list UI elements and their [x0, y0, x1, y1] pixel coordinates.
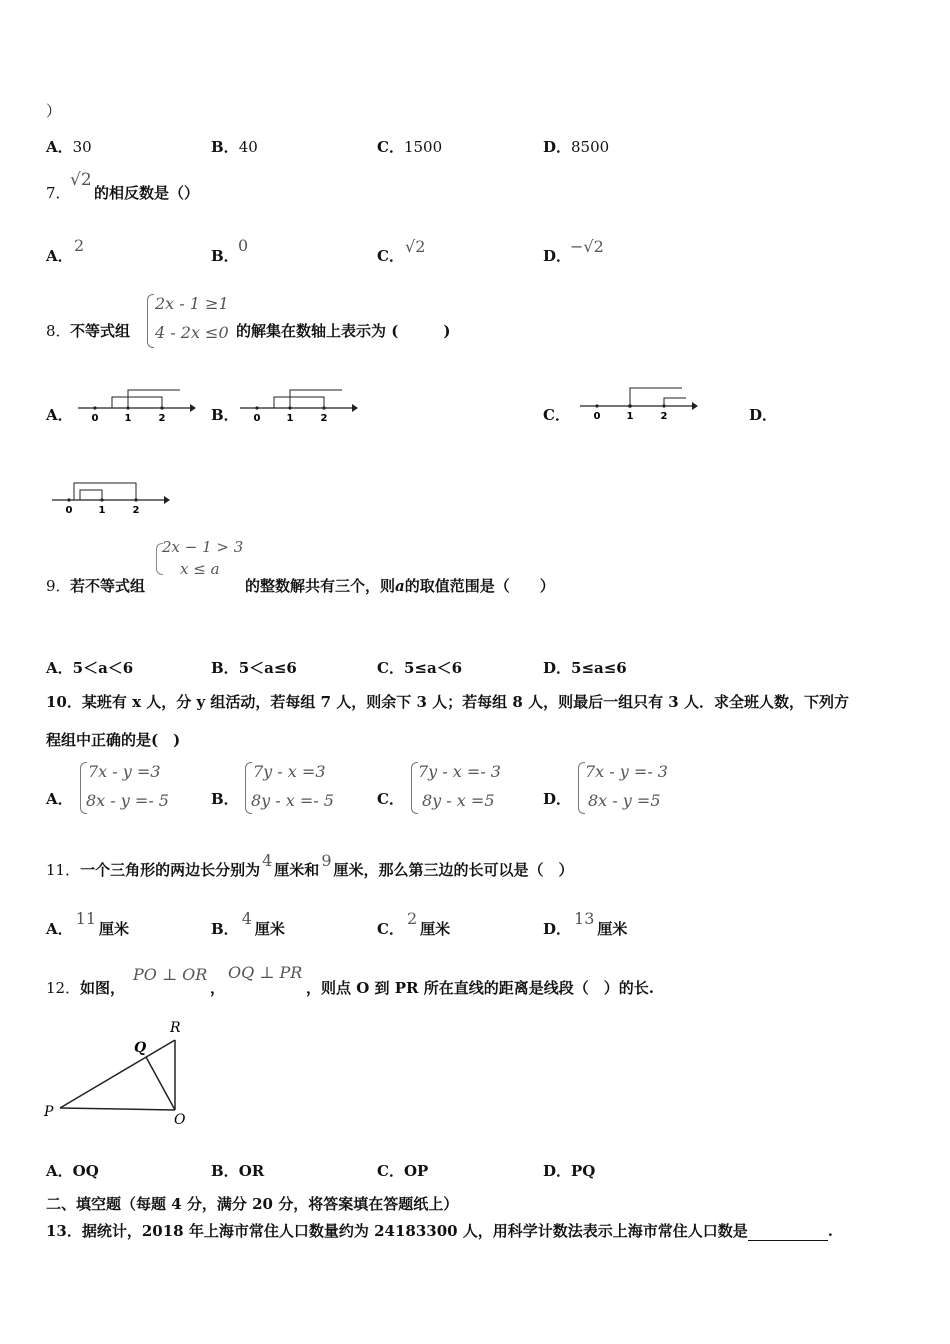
tick-2: 2	[132, 505, 140, 516]
q10-option-b-eq2: 8y - x =- 5	[251, 791, 334, 810]
tick-2: 2	[660, 411, 668, 422]
q10-option-c-brace	[411, 762, 418, 814]
q6-option-d[interactable]: D．8500	[543, 138, 610, 156]
q8-line1: 2x - 1 ≥1	[155, 294, 229, 313]
section2-title: 二、填空题（每题 4 分，满分 20 分，将答案填在答题纸上）	[46, 1195, 459, 1213]
q10-option-c-label[interactable]: C．	[377, 790, 404, 808]
q11-option-c[interactable]: C．2厘米	[377, 909, 451, 938]
q12-option-a[interactable]: A．OQ	[46, 1162, 99, 1180]
q6-option-b[interactable]: B．40	[211, 138, 258, 156]
q8-option-a-numberline	[78, 388, 196, 428]
tick-1: 1	[124, 413, 132, 424]
q12-option-c[interactable]: C．OP	[377, 1162, 429, 1180]
q12-math-oq-pr: OQ ⊥ PR	[228, 963, 303, 982]
q10-option-d-eq2: 8x - y =5	[588, 791, 661, 810]
q9-option-b[interactable]: B．5＜a≤6	[211, 659, 297, 677]
q8-option-a-label[interactable]: A．	[46, 406, 73, 424]
q10-option-a-eq2: 8x - y =- 5	[86, 791, 169, 810]
q8-line2: 4 - 2x ≤0	[155, 323, 229, 342]
q7-option-a-label[interactable]: A．	[46, 247, 73, 265]
q7-option-a-value: 2	[74, 236, 85, 255]
q8-suffix: 的解集在数轴上表示为 ( )	[236, 322, 451, 340]
q8-option-d-label[interactable]: D．	[749, 406, 778, 424]
q12-math-po-or: PO ⊥ OR	[133, 965, 208, 984]
q9-line2: x ≤ a	[180, 560, 220, 578]
q8-number: 8．	[46, 322, 71, 340]
q7-sqrt2: √2	[70, 170, 92, 190]
tick-1: 1	[626, 411, 634, 422]
tick-0: 0	[593, 411, 601, 422]
q10-option-a-eq1: 7x - y =3	[88, 762, 161, 781]
q10-option-c-eq2: 8y - x =5	[422, 791, 495, 810]
q8-option-d-numberline	[52, 480, 170, 520]
q8-option-c-label[interactable]: C．	[543, 406, 570, 424]
q9-prefix: 若不等式组	[70, 577, 146, 595]
tick-0: 0	[65, 505, 73, 516]
q7-option-c-label[interactable]: C．	[377, 247, 404, 265]
q10-option-d-brace	[578, 762, 585, 814]
q8-option-c-numberline	[580, 386, 698, 426]
q9-option-c[interactable]: C．5≤a＜6	[377, 659, 463, 677]
q8-option-b-label[interactable]: B．	[211, 406, 239, 424]
q9-option-d[interactable]: D．5≤a≤6	[543, 659, 627, 677]
q12-triangle-figure	[40, 1018, 200, 1133]
q10-option-d-eq1: 7x - y =- 3	[585, 762, 668, 781]
q10-option-d-label[interactable]: D．	[543, 790, 572, 808]
q13-answer-blank[interactable]	[748, 1226, 828, 1241]
tick-2: 2	[158, 413, 166, 424]
q8-option-b-numberline	[240, 388, 358, 428]
tick-1: 1	[98, 505, 106, 516]
q10-option-b-label[interactable]: B．	[211, 790, 239, 808]
q9-suffix: 的整数解共有三个，则a的取值范围是（ ）	[245, 577, 555, 595]
q12-comma: ，	[210, 979, 226, 997]
q10-option-a-label[interactable]: A．	[46, 790, 73, 808]
q12-text-a: 如图，	[80, 979, 126, 997]
q8-prefix: 不等式组	[70, 322, 131, 340]
q11-question: 11．一个三角形的两边长分别为 4 厘米和 9 厘米，那么第三边的长可以是（ ）	[46, 851, 574, 879]
q7-option-d-label[interactable]: D．	[543, 247, 572, 265]
q9-line1: 2x − 1 > 3	[162, 538, 244, 556]
q9-option-a[interactable]: A．5＜a＜6	[46, 659, 134, 677]
tick-0: 0	[91, 413, 99, 424]
q10-option-b-eq1: 7y - x =3	[253, 762, 326, 781]
q7-option-b-label[interactable]: B．	[211, 247, 239, 265]
tick-1: 1	[286, 413, 294, 424]
q12-option-b[interactable]: B．OR	[211, 1162, 265, 1180]
q11-option-a[interactable]: A．11厘米	[46, 909, 130, 938]
point-r: R	[170, 1020, 181, 1036]
q6-option-a[interactable]: A．30	[46, 138, 92, 156]
tick-0: 0	[253, 413, 261, 424]
q7-option-b-value: 0	[238, 236, 249, 255]
q10-line1: 10．某班有 x 人，分 y 组活动，若每组 7 人，则余下 3 人；若每组 8 人，则最后一组只有 3 人．求全班人数，下列方	[46, 693, 849, 711]
q7-question-text: 的相反数是（）	[94, 184, 200, 202]
q11-option-d[interactable]: D．13厘米	[543, 909, 628, 938]
point-p: P	[44, 1104, 54, 1120]
q10-line2: 程组中正确的是( )	[46, 731, 181, 749]
tick-2: 2	[320, 413, 328, 424]
q7-option-c-value: √2	[405, 237, 426, 256]
q8-brace	[147, 294, 154, 348]
q12-number: 12．	[46, 979, 81, 997]
q10-option-c-eq1: 7y - x =- 3	[418, 762, 501, 781]
q7-option-d-value: −√2	[570, 237, 604, 256]
point-o: O	[174, 1112, 186, 1128]
q13-question: 13．据统计，2018 年上海市常住人口数量约为 24183300 人，用科学计数法表示上海市常住人口数是 .	[46, 1222, 834, 1240]
q12-text-b: ，则点 O 到 PR 所在直线的距离是线段（ ）的长.	[306, 979, 654, 997]
q9-number: 9．	[46, 577, 71, 595]
q11-option-b[interactable]: B．4厘米	[211, 909, 285, 938]
point-q: Q	[134, 1040, 147, 1056]
q6-option-c[interactable]: C．1500	[377, 138, 443, 156]
q7-number: 7．	[46, 184, 71, 202]
q6-closing-paren: ）	[46, 102, 62, 120]
q12-option-d[interactable]: D．PQ	[543, 1162, 596, 1180]
